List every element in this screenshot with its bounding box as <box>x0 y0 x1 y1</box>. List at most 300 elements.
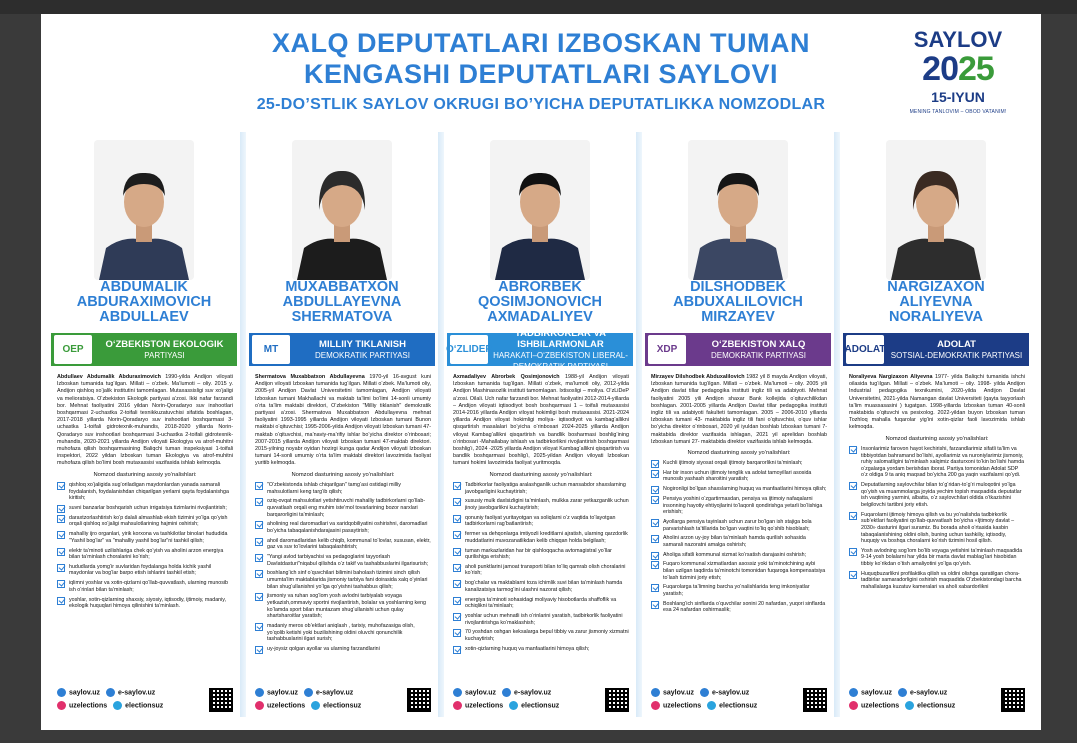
program-directions <box>57 482 233 613</box>
site-link[interactable] <box>255 688 298 698</box>
candidate-biography <box>849 374 1025 432</box>
program-item <box>651 496 827 516</box>
footer-row-social <box>255 701 431 711</box>
candidate-photo <box>688 140 788 280</box>
party-name-line-2: SOTSIAL-DEMOKRATIK PARTIYASI <box>890 350 1023 360</box>
globe-icon <box>502 688 511 697</box>
program-item <box>849 446 1025 479</box>
program-item-text: madaniy meros ob’ektlari aniqlash , tarixiy, muhofazasiga olish, yo‘qolib ketishi yoki buzilishining oldini oluvchi qonunchilik tashabbuslarini ilgari surish; <box>267 623 415 643</box>
checkbox-icon <box>255 482 263 490</box>
logo-date: 15-IYUN <box>931 89 985 105</box>
subtitle: 25-DO’STLIK SAYLOV OKRUGI BO’YICHA DEPUTATLIKKA NOMZODLAR <box>256 96 826 113</box>
site2-link[interactable] <box>898 688 947 698</box>
qr-code-icon <box>209 688 233 712</box>
checkbox-icon <box>255 646 263 654</box>
program-item-text: Har bir inson uchun ijtimoiy tenglik va adolat tamoyillari asosida munosib yashash sharoitini yaratish; <box>663 469 812 483</box>
party-logo: XDP <box>648 335 686 364</box>
party-name-line-1: O‘ZBEKISTON XALQ <box>711 338 806 350</box>
checkbox-icon <box>453 564 461 572</box>
social2-link[interactable] <box>113 701 163 711</box>
site2-link[interactable] <box>502 688 551 698</box>
program-item-text: boshlang‘ich sinf o‘quvchilari bilimini baholash tizimini sinch qilish umumta’lim maktablarida jismoniy tarbiya fani doirasida xalq o‘yinlari bilan shug‘ullanishni yo‘lga qo‘yishni tashabbus qilish; <box>267 570 428 590</box>
bio-text: 1988-yil Andijon viloyati Izboskan tumanida tug‘ilgan. Millati o‘zbek, ma’lumoti oliy, 2012-yilda Andijon Mashinasozlik instituti tamomlagan. Ixtisosligi – moliya. O‘zLiDeP a’zosi. Oilali. Uch nafar farzandi bor. Mehnat faoliyatini 2012-2014-yillarda – Andijon viloyati iqtisodiyot bosh boshqarmasi 1 – toifali mutaxassisi 2014-2016 yillarda Andijon viloyat hokimligi bosh mutaxassisi. 2021-2024 yillarda Andijon viloyat hokimligi moliya- iqtisodiyot va kambag‘allikni qisqartirish masalalari bo‘yicha o‘rinbosari 2024-2025 yillarda Andijon viloyat Kambag‘allikni qisqartirish va bandlik bosharmasi boshlig‘ining o‘rinbosari -Mahallabay ishlash va tadbirkorlikni rivojlantirish boshqarmasi boshlig‘i, 2024 -2025 yillarda Andijon viloyat Kambag‘allikni qisqartirish va bandlik boshqarmasi boshlig‘i, 2025-yildan Andijon viloyati Izboskan tumani hokimi lavozimida faoliyat yuritmoqda. <box>453 374 629 467</box>
party-name-line-1: ADOLAT <box>937 338 976 350</box>
program-item <box>57 482 233 502</box>
program-item <box>453 629 629 642</box>
program-item-text: Fuqarolarni ijtimoiy himoya qilish va bu yo‘nalishda tadbirkorlik sub’ektlari faoliyatini qo‘llab-quvvatlash bo‘yicha «Ijtimoiy davlat – 2030» dasturini ilgari suramiz. Bu borada aholi o‘rtasida kasbin tabaqalanishining oldini olish, buning uchun tashkiliy, iqtisodiy, huquqiy va boshqa choralarni ko‘rish tizimini hosil qilish. <box>861 511 1015 545</box>
election-poster <box>41 14 1041 730</box>
checkbox-icon <box>651 561 659 569</box>
name-line-2: ABDUXALILOVICH <box>673 294 803 310</box>
party-name <box>686 339 831 361</box>
social2-link[interactable] <box>905 701 955 711</box>
party-name <box>290 339 435 361</box>
program-item-text: Deputatlarning saylovchilar bilan to‘g‘ridan-to‘g‘ri muloqotini yo‘lga qo‘yish va muammolarga joyida yechim topish maqsadida deputatlar ish vaqtining yarmini, albatta, o‘z saylovchilari oldida o‘tkazishini belgilovchi tartibni joriy etish. <box>861 482 1022 508</box>
program-directions <box>255 482 431 656</box>
program-item-text: qonuniy faoliyat yuritayotgan va soliqlarni o‘z vaqtida to‘layotgan tadbirkorlarni rag‘batlantirish; <box>465 514 616 528</box>
program-item <box>849 571 1025 591</box>
candidate-name <box>843 280 1029 325</box>
program-item <box>651 470 827 483</box>
site-text: saylov.uz <box>861 689 892 697</box>
candidate-biography <box>57 374 233 468</box>
program-item <box>57 531 233 544</box>
candidate-photo <box>886 140 986 280</box>
checkbox-icon <box>57 580 65 588</box>
program-item-text: elektr ta’minoti uzilishlariga chek qo‘yish va aholini arzon energiya bilan ta’minlash choralarini ko‘rish; <box>69 547 224 561</box>
telegram-icon <box>509 701 518 710</box>
social2-link[interactable] <box>311 701 361 711</box>
program-item <box>651 552 827 559</box>
candidate-photo <box>94 140 194 280</box>
bio-lead: Noraliyeva Nargizaxon Aliyevna <box>849 374 933 380</box>
program-item <box>453 515 629 528</box>
footer-row-social <box>651 701 827 711</box>
program-item-text: mahalliy ijro organlari, yirik korxona va tashkilotlar binolari hududida "Yashil bog‘lar" va "mahalliy yashil bog‘lar"ni tashkil qilish; <box>69 531 228 544</box>
logo-year <box>903 52 1013 86</box>
social2-link[interactable] <box>707 701 757 711</box>
candidate-name <box>447 280 633 325</box>
telegram-icon <box>311 701 320 710</box>
social2-text: electionsuz <box>125 702 164 710</box>
program-item-text: xotin-qizlarning huquq va manfaatlarini himoya qilish; <box>465 645 590 652</box>
checkbox-icon <box>651 552 659 560</box>
party-name <box>884 339 1029 361</box>
checkbox-icon <box>849 571 857 579</box>
program-item <box>57 548 233 561</box>
contact-footer <box>255 688 431 716</box>
social2-link[interactable] <box>509 701 559 711</box>
checkbox-icon <box>651 584 659 592</box>
program-directions <box>849 446 1025 594</box>
site2-text: e-saylov.uz <box>910 689 948 697</box>
portrait-icon <box>292 140 392 280</box>
program-item-text: daraxtzorlashtirish ko‘p dalali almashlab ekish tizimini yo‘lga qo‘yish orqali qishloq xo‘jaligi mahsulotlarining hajmini oshirish; <box>69 514 228 528</box>
program-directions <box>453 482 629 656</box>
name-line-1: ABDUMALIK <box>100 279 188 295</box>
program-item-text: Aholini arzon uy-joy bilan ta’minlash hamda qurilish sohasida samarali nazoratni amalga oshirish; <box>663 535 806 548</box>
bio-text: 1970-yil 16-avgust kuni Andijon viloyati Izboskan tumanida tug‘ilgan. Millati o‘zbek. Ma’lumoti oliy, 2005-yil Andijon Davlat Universitetini tamomlagan, Andijon viloyati Izboskan tumani Makhallachi va maktab ta’limi bo‘limi 14-sonli umumiy o‘rta ta’lim maktabi direktori, O‘zbekiston "Milliy tiklanish" demokratik partiyasi a’zosi. Shermatova Muxabbatxon Abdullayevna mehnat faoliyatini 1993-1995 yillarda Andijon viloyati Izboskan tumani Bunon maktabi o‘qituvchisi; 1995-2006-yilda Andijon viloyati Izboskan tumani 47-maktab o‘qituvchisi, ma’naviy-ma’rifiy ishlar bo‘yicha direktor o‘rinbosari; 2007-2015 yillarda Andijon viloyati Izboskan tumani 47-maktab direktori. 2015-yilning noyabr oyidan hozirgi kunga qadar Andijon viloyati Izboskan tumani 14-sonli umumiy o‘rta ta’lim maktabi direktori lavozimida faoliyat yuritib kelmoqda. <box>255 374 432 467</box>
candidate-name <box>249 280 435 325</box>
checkbox-icon <box>255 538 263 546</box>
social-link[interactable] <box>849 701 899 711</box>
checkbox-icon <box>651 535 659 543</box>
program-item-text: Tadbirkorlar faoliyatiga aralashganlik uchun mansabdor shaxslarning javobgarligini kuchaytirish; <box>465 482 626 495</box>
party-name-line-2: PARTIYASI <box>144 350 185 360</box>
party-banner <box>445 327 633 371</box>
footer-row-sites <box>453 688 629 698</box>
globe-icon <box>849 688 858 697</box>
checkbox-icon <box>57 597 65 605</box>
portrait-icon <box>94 140 194 280</box>
program-item-text: fermer va dehqonlarga imtiyozli kreditlarni ajratish, ularning qarzdorlik muddatlarini muvozanatlikdan kelib chiqqan holda belgilash; <box>465 531 628 544</box>
qr-code-icon <box>407 688 431 712</box>
poster-frame-top <box>0 0 1077 14</box>
program-item <box>651 519 827 532</box>
bio-lead: Mirzayev Dilshodbek Abduxalilovich <box>651 374 745 380</box>
globe-icon <box>106 688 115 697</box>
program-item <box>255 646 431 653</box>
site-link[interactable] <box>849 688 892 698</box>
social-text: uzelections <box>69 702 108 710</box>
program-item-text: oziq-ovqat mahsulotlari yetishtiruvchi mahalliy tadbirkorlarni qo‘llab-quvvatlash orqali eng muhim iste’mol tovarlarining bozor narxlari barqarorligini ta’minlash; <box>267 498 426 518</box>
checkbox-icon <box>453 548 461 556</box>
social2-text: electionsuz <box>323 702 362 710</box>
checkbox-icon <box>453 629 461 637</box>
checkbox-icon <box>849 482 857 490</box>
social-link[interactable] <box>651 701 701 711</box>
name-line-1: NARGIZAXON <box>887 279 985 295</box>
contact-footer <box>651 688 827 716</box>
party-banner <box>249 333 435 366</box>
footer-row-sites <box>651 688 827 698</box>
footer-row-social <box>453 701 629 711</box>
telegram-icon <box>905 701 914 710</box>
candidate-photo <box>292 140 392 280</box>
candidate-column-3 <box>447 132 633 717</box>
party-name <box>488 328 633 372</box>
contact-footer <box>57 688 233 716</box>
name-line-1: MUXABBATXON <box>285 279 399 295</box>
footer-row-sites <box>849 688 1025 698</box>
party-name-line-1: TADBIRKORLAR VA ISHBILARMONLAR <box>515 327 606 350</box>
site2-link[interactable] <box>304 688 353 698</box>
footer-row-social <box>849 701 1025 711</box>
program-item-text: 70 yoshdan oshgan keksalarga bepul tibbiy va zarur jismoniy xizmatni kuchaytirish; <box>465 629 629 642</box>
program-item-text: Fuqaro kommunal xizmatlardan asossiz yoki ta’minotchining aybi bilan uzilgan taqdirda ta’minotchi tomonidan fuqaroga kompensatsiya to‘lash tizimini joriy etish; <box>663 561 826 581</box>
checkbox-icon <box>255 498 263 506</box>
site2-text: e-saylov.uz <box>712 689 750 697</box>
contact-footer <box>849 688 1025 716</box>
name-line-2: ABDURAXIMOVICH <box>76 294 212 310</box>
checkbox-icon <box>255 521 263 529</box>
site2-link[interactable] <box>700 688 749 698</box>
portrait-icon <box>886 140 986 280</box>
portrait-icon <box>688 140 788 280</box>
program-item <box>849 512 1025 545</box>
bio-text: 1977- yilda Baliqchi tumanida ishchi oilasida tug‘ilgan. Millati – o‘zbek. Ma’lumoti – oliy. 1998- yilda Andijon Industrial pedagogika texnikumini, 2020-yilda Andijon Davlat Universitetini, 2021-yilda Namangan davlat Universiteti (qayta tayyorlash ta’lim muassasasini ) tugatgan. 1998-yillarda Izboskan tuman 40-sonli maktabida o‘qituvchi va pesixolog. 2022-yildan buyon Izboskan tuman Tozhloq mahalla fuqarolar yig‘ini xotin-qizlar faoli lavozimida ishlab kelmoqda. <box>849 374 1026 431</box>
title-line-2: KENGASHI DEPUTATLARI SAYLOVI <box>303 59 779 89</box>
site-text: saylov.uz <box>465 689 496 697</box>
program-heading: Nomzod dasturining asosiy yo‘nalishlari: <box>489 472 593 478</box>
globe-icon <box>651 688 660 697</box>
program-item-text: aholi punktlarini jamoat transporti bilan to‘liq qamrab olish choralarini ko‘rish; <box>465 563 626 577</box>
checkbox-icon <box>57 505 65 513</box>
program-item-text: suvni banzarlar boshqarish uchun irrigatsiya tizimlarini rivojlantirish; <box>69 504 227 511</box>
program-item <box>453 482 629 495</box>
column-separator <box>834 132 840 717</box>
program-item <box>57 580 233 593</box>
saylov-2025-logo <box>903 28 1013 118</box>
program-directions <box>651 460 827 617</box>
bio-text: 1982 yil 8 mayda Andijon viloyati, Izboskan tumanida tug‘ilgan. Millati – o‘zbek. Ma’lumoti – oliy. 2005 yili Andijon davlat tillar pedagogika instituti ingliz tili va adabiyoti. Mehnat faoliyatini 2005 yili Andijon shaxar Bank kollejida o‘qituvchilikdan boshlagan. 2001-2005 yillarda Andijon Davlat tillar pedagogika instituti ingliz tili va adabiyoti fakulteti tamomlagan. 2005 – 2006-2010 yillarda Izboskan tumani 43- maktabida ingliz tili fani o‘qituvchisi, o‘quv ishlar bo‘yicha direktor o‘rinbosari, 2020 yil iyuldan boshlab Izboskan tumani 7- maktabida direktor vazifasida ishlagan, 2021 yil aprelidan boshlab Izboskan tumani 27- maktabida direktor vazifasida ishlab kelmoqda. <box>651 374 827 445</box>
candidate-column-1 <box>51 132 237 717</box>
checkbox-icon <box>849 548 857 556</box>
program-item <box>453 613 629 626</box>
program-item <box>255 482 431 495</box>
program-heading: Nomzod dasturining asosiy yo‘nalishlari: <box>93 472 197 478</box>
name-line-1: DILSHODBEK <box>690 279 786 295</box>
globe-icon <box>700 688 709 697</box>
party-name-line-1: MILLIIY TIKLANISH <box>319 338 406 350</box>
qr-code-icon <box>605 688 629 712</box>
candidate-name <box>645 280 831 325</box>
checkbox-icon <box>651 460 659 468</box>
program-item-text: "Yangi avlod tarbiyachisi va pedagoglarini tayyorlash Davlatdasturi"niqabul qilishda o‘z takif va tashabbuslarini ilgarisurish; <box>267 554 429 567</box>
site-text: saylov.uz <box>69 689 100 697</box>
logo-year-b: 25 <box>958 50 994 88</box>
candidate-biography <box>651 374 827 446</box>
name-line-3: NORALIYEVA <box>889 309 983 325</box>
program-item-text: Ayollarga pensiya tayinlash uchun zarur bo‘lgan ish stajiga bola parvarishlash ta’tillarida bo‘lgan vaqtini to‘liq qo‘shib hisoblash; <box>663 518 812 532</box>
site-link[interactable] <box>57 688 100 698</box>
program-item-text: aholining real daromadlari va xaridqobiliyatini oshirishni, daromadlari bo‘yicha tabaqalanishdarajasini pasaytirish; <box>267 521 428 534</box>
program-item <box>453 564 629 577</box>
name-line-1: ABRORBEK <box>498 279 582 295</box>
program-item-text: Boshlang‘ich sinflarda o‘quvchilar sonini 20 nafardan, yuqori sinflarda esa 24 nafardan oshirmaslik; <box>663 600 826 614</box>
bio-lead: Shermatova Muxabbatxon Abdullayevna <box>255 374 365 380</box>
site2-text: e-saylov.uz <box>316 689 354 697</box>
program-item-text: Fuqarolarga ta’limning barcha yo‘nalishlarida teng imkoniyatlar yaratish; <box>663 584 810 597</box>
globe-icon <box>304 688 313 697</box>
social-link[interactable] <box>255 701 305 711</box>
footer-row-sites <box>255 688 431 698</box>
party-banner <box>51 333 237 366</box>
name-line-3: AXMADALIYEV <box>487 309 593 325</box>
checkbox-icon <box>57 548 65 556</box>
site-text: saylov.uz <box>267 689 298 697</box>
program-item-text: tuman markazlaridan har bir qishloqqacha avtomagistral yo‘llar qurilishiga erishish; <box>465 547 612 561</box>
party-name <box>92 339 237 361</box>
program-item <box>255 538 431 551</box>
program-item-text: Huquqbuzarlikni profilaktika qilish va oldini olishga qaratilgan chora-tadbirlar samaradorligini oshirish maqsadida O‘zbekistondagi barcha mahallalarga kuzatuv kameralari va aholi xabardorlikni <box>861 570 1022 591</box>
party-logo: MT <box>252 335 290 364</box>
checkbox-icon <box>453 580 461 588</box>
checkbox-icon <box>57 564 65 572</box>
program-item <box>651 460 827 467</box>
contact-footer <box>453 688 629 716</box>
globe-icon <box>57 688 66 697</box>
party-name-line-2: DEMOKRATIK PARTIYASI <box>711 350 806 360</box>
social-text: uzelections <box>465 702 504 710</box>
social-icon <box>57 701 66 710</box>
name-line-3: SHERMATOVA <box>291 309 393 325</box>
name-line-2: ABDULLAYEVNA <box>282 294 402 310</box>
name-line-3: MIRZAYEV <box>701 309 775 325</box>
globe-icon <box>255 688 264 697</box>
party-logo: O‘ZLIDEP <box>450 335 488 364</box>
party-banner <box>645 333 831 366</box>
social-icon <box>651 701 660 710</box>
site-link[interactable] <box>651 688 694 698</box>
program-item <box>651 486 827 493</box>
party-name-line-2: HARAKATI–O‘ZBEKISTON LIBERAL-DEMOKRATIK PARTIYASI <box>493 350 628 371</box>
candidate-column-2 <box>249 132 435 717</box>
candidate-name <box>51 280 237 325</box>
footer-row-sites <box>57 688 233 698</box>
checkbox-icon <box>651 496 659 504</box>
program-item-text: uy-joysiz qolgan ayollar va ularning farzandlarini <box>267 645 380 652</box>
column-separator <box>636 132 642 717</box>
qr-code-icon <box>803 688 827 712</box>
checkbox-icon <box>453 646 461 654</box>
program-item-text: ahoil daromadlaridan kelib chiqib, kommunal to‘lovlar, xususan, elektr, gaz va suv to‘lovlarini tabaqalashtirish; <box>267 537 431 551</box>
globe-icon <box>898 688 907 697</box>
program-item <box>255 498 431 518</box>
checkbox-icon <box>255 554 263 562</box>
program-heading: Nomzod dasturining asosiy yo‘nalishlari: <box>687 450 791 456</box>
program-item <box>651 601 827 614</box>
social-text: uzelections <box>663 702 702 710</box>
program-item <box>849 482 1025 508</box>
social2-text: electionsuz <box>719 702 758 710</box>
program-item <box>651 584 827 597</box>
checkbox-icon <box>255 570 263 578</box>
program-item <box>255 521 431 534</box>
column-separator <box>438 132 444 717</box>
program-item-text: Pensiya yoshini o‘zgartirmasdan, pensiya va ijtimoiy nafaqalarni insonning hayotiy ehtiyojlarini to‘laqonli qondirishga yetarli bo‘lishiga erishish; <box>663 495 823 516</box>
bio-lead: Axmadaliyev Abrorbek Qosimjonovich <box>453 374 560 380</box>
program-item <box>453 548 629 561</box>
logo-word: SAYLOV <box>913 27 1003 52</box>
telegram-icon <box>707 701 716 710</box>
candidate-column-4 <box>645 132 831 717</box>
program-item-text: Aholiga sifatli kommunal xizmat ko‘rsatish darajasini oshirish; <box>663 551 807 558</box>
program-item <box>651 561 827 581</box>
bio-lead: Abdullaev Abdumalik Abduraximovich <box>57 374 161 380</box>
program-item <box>255 623 431 643</box>
candidate-biography <box>453 374 629 468</box>
checkbox-icon <box>453 482 461 490</box>
site-text: saylov.uz <box>663 689 694 697</box>
program-item <box>57 597 233 610</box>
program-heading: Nomzod dasturining asosiy yo‘nalishlari: <box>291 472 395 478</box>
checkbox-icon <box>651 519 659 527</box>
program-item <box>57 505 233 512</box>
portrait-icon <box>490 140 590 280</box>
checkbox-icon <box>57 515 65 523</box>
social-link[interactable] <box>453 701 503 711</box>
program-item <box>57 564 233 577</box>
program-item <box>849 548 1025 568</box>
poster-title <box>191 28 891 116</box>
social-text: uzelections <box>267 702 306 710</box>
program-item <box>255 554 431 567</box>
program-item-text: yoshlar, xotin-qizlarning shaxsiy, siyosiy, iqtisodiy, ijtimoiy, madaniy, ekologik huquqlari himoya qilinishini ta’minlash. <box>69 596 226 610</box>
social-text: uzelections <box>861 702 900 710</box>
checkbox-icon <box>453 515 461 523</box>
site2-link[interactable] <box>106 688 155 698</box>
name-line-3: ABDULLAEV <box>99 309 189 325</box>
program-item-text: Insonlarimiz farovon hayot kechirishi, farzandlarimiz sifatli ta’lim va tibbiyotdan bahramand bo‘lishi, ayollarimiz va nuroniylarimiz jismoniy, ruhiy salomatligini ta’minlash xalqimiz dasturxoni to‘kin bo‘lishi hamda o‘zgalarga yordam berishdan iborat. Partiya tomonidan Adolat SDP o‘z oldiga 9 ta aniq maqsad bo‘yicha 200 ga yaqin vazifalarni qo‘ydi. <box>861 446 1025 479</box>
program-item-text: Kuchli ijtimoiy siyosat orqali ijtimoiy barqarorlikni ta’minlash; <box>663 460 803 466</box>
program-item-text: qishloq xo‘jaligida sug‘oriladigan maydonlardan yanada samarali foydalanish, foydalanishdan chiqarilgan yerlarni qayta foydalanishga kiritish; <box>69 482 229 502</box>
party-banner <box>843 333 1029 366</box>
program-item-text: Nogironligi bo‘lgan shaxslarning huquq va manfaatlarini himoya qilish; <box>663 486 827 493</box>
social-link[interactable] <box>57 701 107 711</box>
name-line-2: ALIYEVNA <box>899 294 973 310</box>
checkbox-icon <box>255 593 263 601</box>
candidate-columns <box>51 132 1031 717</box>
qr-code-icon <box>1001 688 1025 712</box>
site2-text: e-saylov.uz <box>514 689 552 697</box>
social-icon <box>453 701 462 710</box>
program-item-text: yoshlar uchun mehnatli ish o‘rinlarini yaratish, tadbirkorlik faoliyatini rivojlantirishga ko‘maklashish; <box>465 613 623 626</box>
checkbox-icon <box>453 531 461 539</box>
program-item <box>453 531 629 544</box>
checkbox-icon <box>57 482 65 490</box>
checkbox-icon <box>849 446 857 454</box>
candidate-biography <box>255 374 431 468</box>
bio-text: 1990-yilda Andijon viloyati Izboskan tumanida tug‘ilgan. Millati – o‘zbek. Ma’lumoti – oliy. 2015 y. Andijon qishloq xo‘jalik institutini tamomlagan. Mutaxassisligi suv xo‘jaligi va melioratsiya. O‘zbekiston Ekologik partiyasi a’zosi. Ikki nafar farzandi bor. Mehnat faoliyatini 2016 yildan Norin-Qoradaryo suv inshootlari boshqarmasi 2-uchastka 2-toifali texnikkuzatuvchisi sifatida boshlagan, 2017-2018 yillarda Norin-Qoradaryo suv inshootlari boshqarmasi 3-uchastka 1-toifali gidrotexnik-muhandis, 2018-2020 yillarda Norin-Qoradaryo suv inshootlari boshqarmasi 3-uchastka 2-toifali gidrotexnik-muhandis, 2020-2021 yillarda Andijon viloyati Ekologiya va atrof-muhitni muhofaza qilish boshqarmasining Baliqchi tuman inspeksiyasi 1-toifali inspektori, 2022 yildan Izboskan tuman Ekologiya va atrof-muhitni muhofaza qilish bo‘limi bosh mutaxassisi vazifasida ishlab kelmoqda. <box>57 374 233 467</box>
program-item-text: jismoniy va ruhan sog‘lom yosh avlodni tarbiyalab voyaga yetkazish,ommaviy sportni rivojlantirish, bolalar va yoshlarning keng ko‘lamda sport bilan muntazam shug‘ullanishi uchun qulay shartsharoitlar yaratish; <box>267 593 426 620</box>
footer-row-social <box>57 701 233 711</box>
checkbox-icon <box>651 486 659 494</box>
program-item <box>453 597 629 610</box>
program-item-text: hududlarda yomg‘ir suvlaridan foydalanga holda kichik yashil maydonlar va bog‘lar barpo etish ishlarini tashkil etish; <box>69 563 212 577</box>
candidate-column-5 <box>843 132 1029 717</box>
checkbox-icon <box>453 498 461 506</box>
title-line-1: XALQ DEPUTATLARI IZBOSKAN TUMAN <box>272 28 810 58</box>
telegram-icon <box>113 701 122 710</box>
program-item <box>453 646 629 653</box>
party-name-line-1: O‘ZBEKISTON EKOLOGIK <box>105 338 224 350</box>
program-item-text: iqlimni yoshlar va xotin-qizlarni qo‘llab-quvvatlash, ularning munosib ish o‘rinlari bilan ta’minlash; <box>69 580 228 593</box>
site-link[interactable] <box>453 688 496 698</box>
checkbox-icon <box>651 470 659 478</box>
party-logo: OEP <box>54 335 92 364</box>
candidate-photo <box>490 140 590 280</box>
checkbox-icon <box>651 601 659 609</box>
program-item-text: Yosh avlodning sog‘lom bo‘lib voyaga yetishini ta’minlash maqsadida 9-14 yosh bolalarni har yilda bir marta davlat mablag‘lari hisobidan tibbiy ko‘rikdan o‘tish amaliyotini yo‘lga qo‘yish. <box>861 547 1023 568</box>
social2-text: electionsuz <box>521 702 560 710</box>
social-icon <box>255 701 264 710</box>
checkbox-icon <box>453 597 461 605</box>
program-heading: Nomzod dasturining asosiy yo‘nalishlari: <box>885 436 989 442</box>
program-item-text: energiya ta’minoti sohasidagi moliyaviy hisobotlarda shaffoflik va ochiqlikni ta’minlash; <box>465 596 617 610</box>
program-item <box>57 515 233 528</box>
program-item <box>453 580 629 593</box>
program-item <box>255 593 431 619</box>
checkbox-icon <box>849 512 857 520</box>
logo-motto: MENING TANLOVIM – OBOD VATANIM! <box>909 109 1007 115</box>
program-item-text: xususiy mulk daxlsizligini ta’minlash, mulkka zarar yetkazganlik uchun jinoiy javobgarlikni kuchaytirish; <box>465 498 629 511</box>
program-item-text: "O‘zbekistonda ishlab chiqarilgan" tamg‘asi ostidagi milliy mahsulotlarni keng targ‘ib qilish; <box>267 482 401 495</box>
checkbox-icon <box>255 623 263 631</box>
program-item <box>651 535 827 548</box>
party-logo: ADOLAT <box>846 335 884 364</box>
name-line-2: QOSIMJONOVICH <box>477 294 603 310</box>
